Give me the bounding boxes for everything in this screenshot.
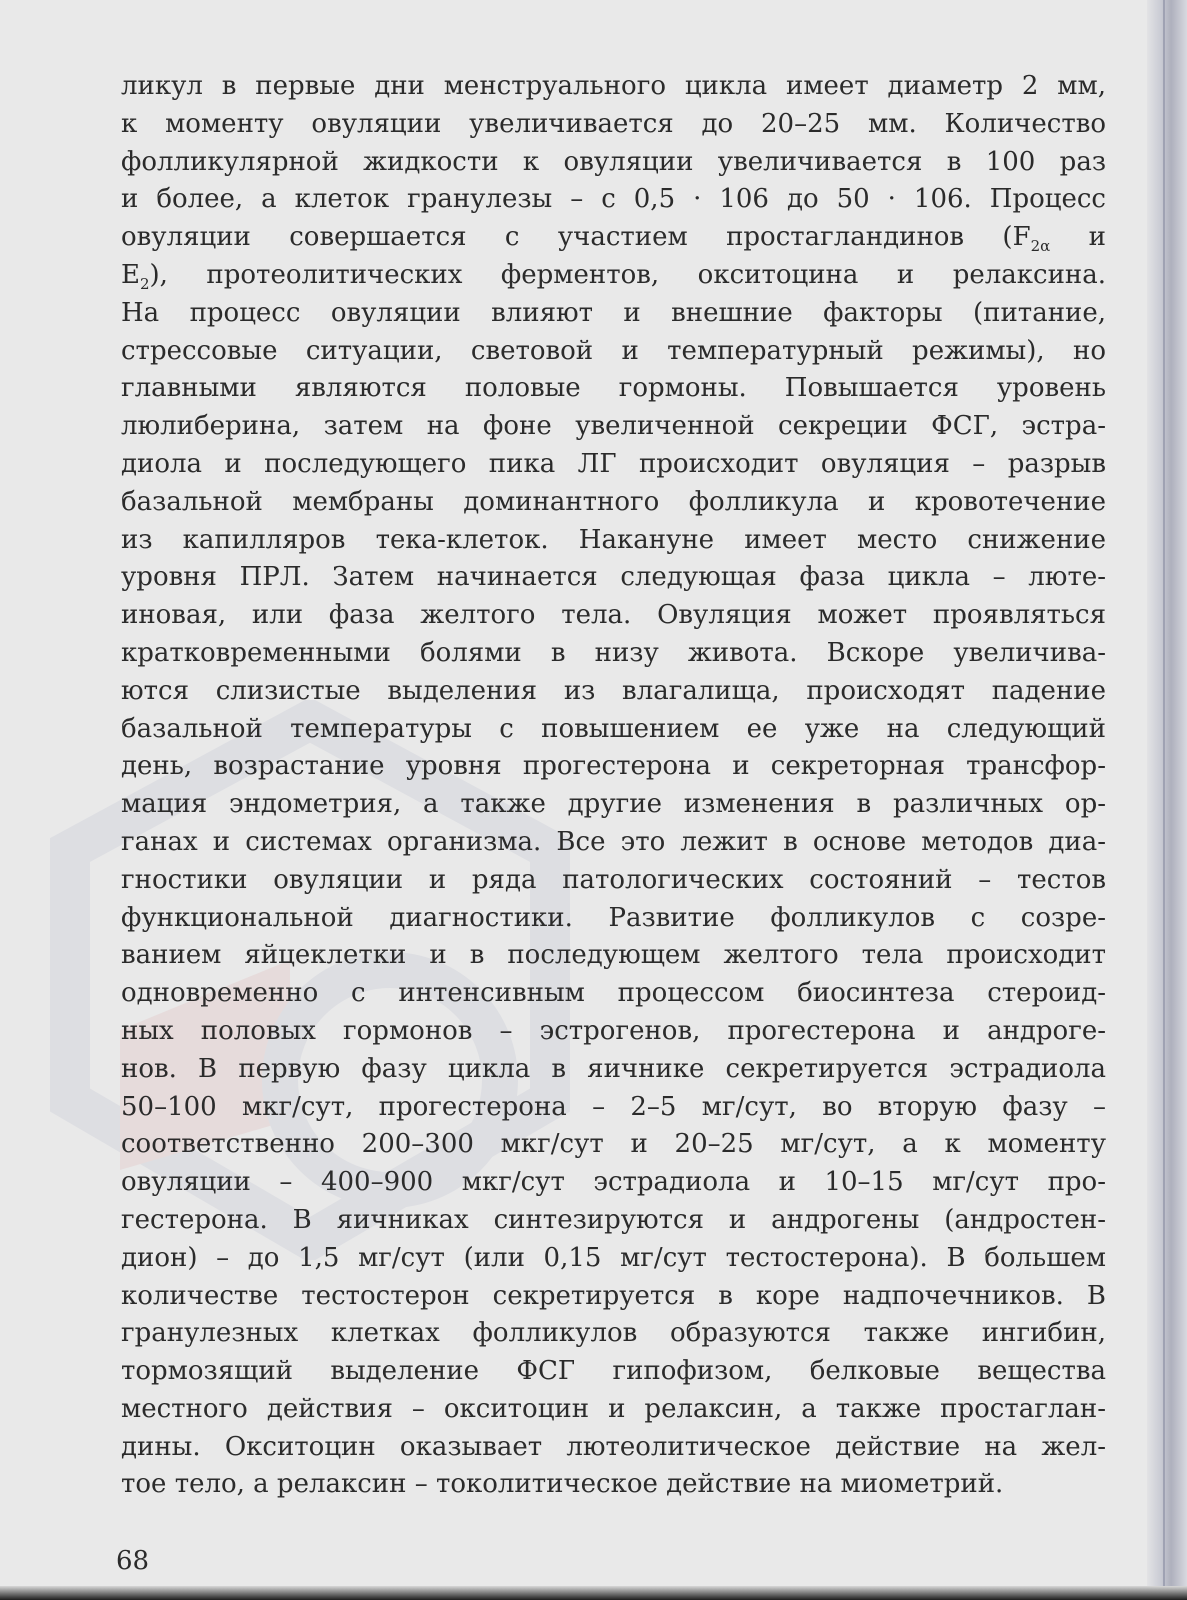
text-line: диола и последующего пика ЛГ происходит овуляция – разрыв xyxy=(121,448,1106,479)
page-number: 68 xyxy=(116,1546,150,1576)
text-line: базальной температуры с повышением ее уже на следующий xyxy=(121,713,1106,744)
text-line: дины. Окситоцин оказывает лютеолитическое действие на жел- xyxy=(121,1431,1106,1462)
text-line: и более, а клеток гранулезы – с 0,5 · 106 до 50 · 106. Процесс xyxy=(121,184,1106,215)
scan-bottom-edge xyxy=(0,1586,1187,1600)
text-line: функциональной диагностики. Развитие фолликулов с созре- xyxy=(121,902,1106,933)
text-line: кратковременными болями в низу живота. Вскоре увеличива- xyxy=(121,637,1106,668)
text-segment: и xyxy=(1050,222,1107,253)
text-line: ганах и системах организма. Все это лежит в основе методов диа- xyxy=(121,826,1106,857)
text-line: овуляции – 400–900 мкг/сут эстрадиола и 10–15 мг/сут про- xyxy=(121,1167,1106,1198)
text-line: местного действия – окситоцин и релаксин, а также простаглан- xyxy=(121,1393,1106,1424)
text-line: нов. В первую фазу цикла в яичнике секретируется эстрадиола xyxy=(121,1053,1106,1084)
text-line: стрессовые ситуации, световой и температурный режимы), но xyxy=(121,335,1106,366)
text-line: дион) – до 1,5 мг/сут (или 0,15 мг/сут тестостерона). В большем xyxy=(121,1242,1106,1273)
text-line: количестве тестостерон секретируется в коре надпочечников. В xyxy=(121,1280,1106,1311)
text-line: гестерона. В яичниках синтезируются и андрогены (андростен- xyxy=(121,1204,1106,1235)
subscript: 2 xyxy=(139,275,150,294)
body-text xyxy=(121,68,1106,1504)
text-segment: ), протеолитических ферментов, окситоцина и релаксина. xyxy=(149,259,1106,290)
text-line: тое тело, а релаксин – токолитическое действие на миометрий. xyxy=(121,1469,1004,1500)
binding-edge xyxy=(1147,0,1187,1600)
text-line: На процесс овуляции влияют и внешние факторы (питание, xyxy=(121,297,1106,328)
text-line: день, возрастание уровня прогестерона и секреторная трансфор- xyxy=(121,751,1106,782)
text-line: ных половых гормонов – эстрогенов, прогестерона и андроге- xyxy=(121,1015,1106,1046)
text-line: соответственно 200–300 мкг/сут и 20–25 мг/сут, а к моменту xyxy=(121,1129,1106,1160)
text-line-with-subscript xyxy=(121,257,1106,295)
text-line: гностики овуляции и ряда патологических состояний – тестов xyxy=(121,864,1106,895)
text-line-with-subscript xyxy=(121,219,1106,257)
text-line: главными являются половые гормоны. Повышается уровень xyxy=(121,373,1106,404)
text-line: одновременно с интенсивным процессом биосинтеза стероид- xyxy=(121,978,1106,1009)
text-line: ются слизистые выделения из влагалища, происходят падение xyxy=(121,675,1106,706)
text-segment: овуляции совершается с участием простагландинов (F xyxy=(121,222,1031,253)
subscript: 2α xyxy=(1030,237,1051,256)
text-line: ликул в первые дни менструального цикла имеет диаметр 2 мм, xyxy=(121,71,1106,101)
text-line: иновая, или фаза желтого тела. Овуляция может проявляться xyxy=(121,600,1106,631)
text-line: ванием яйцеклетки и в последующем желтого тела происходит xyxy=(121,940,1106,971)
text-segment: E xyxy=(121,259,140,290)
text-line: фолликулярной жидкости к овуляции увеличивается в 100 раз xyxy=(121,146,1106,177)
text-line: 50–100 мкг/сут, прогестерона – 2–5 мг/сут, во вторую фазу – xyxy=(121,1091,1106,1122)
text-line: уровня ПРЛ. Затем начинается следующая фаза цикла – люте- xyxy=(121,562,1106,593)
binding-line xyxy=(1163,0,1165,1600)
text-line: люлиберина, затем на фоне увеличенной секреции ФСГ, эстра- xyxy=(121,411,1106,442)
text-line: к моменту овуляции увеличивается до 20–25 мм. Количество xyxy=(121,108,1106,139)
text-line: из капилляров тека-клеток. Накануне имеет место снижение xyxy=(121,524,1106,555)
text-line: базальной мембраны доминантного фолликула и кровотечение xyxy=(121,486,1106,517)
text-line: мация эндометрия, а также другие изменения в различных ор- xyxy=(121,789,1106,820)
text-line: гранулезных клетках фолликулов образуются также ингибин, xyxy=(121,1318,1106,1349)
text-line: тормозящий выделение ФСГ гипофизом, белковые вещества xyxy=(121,1356,1106,1387)
